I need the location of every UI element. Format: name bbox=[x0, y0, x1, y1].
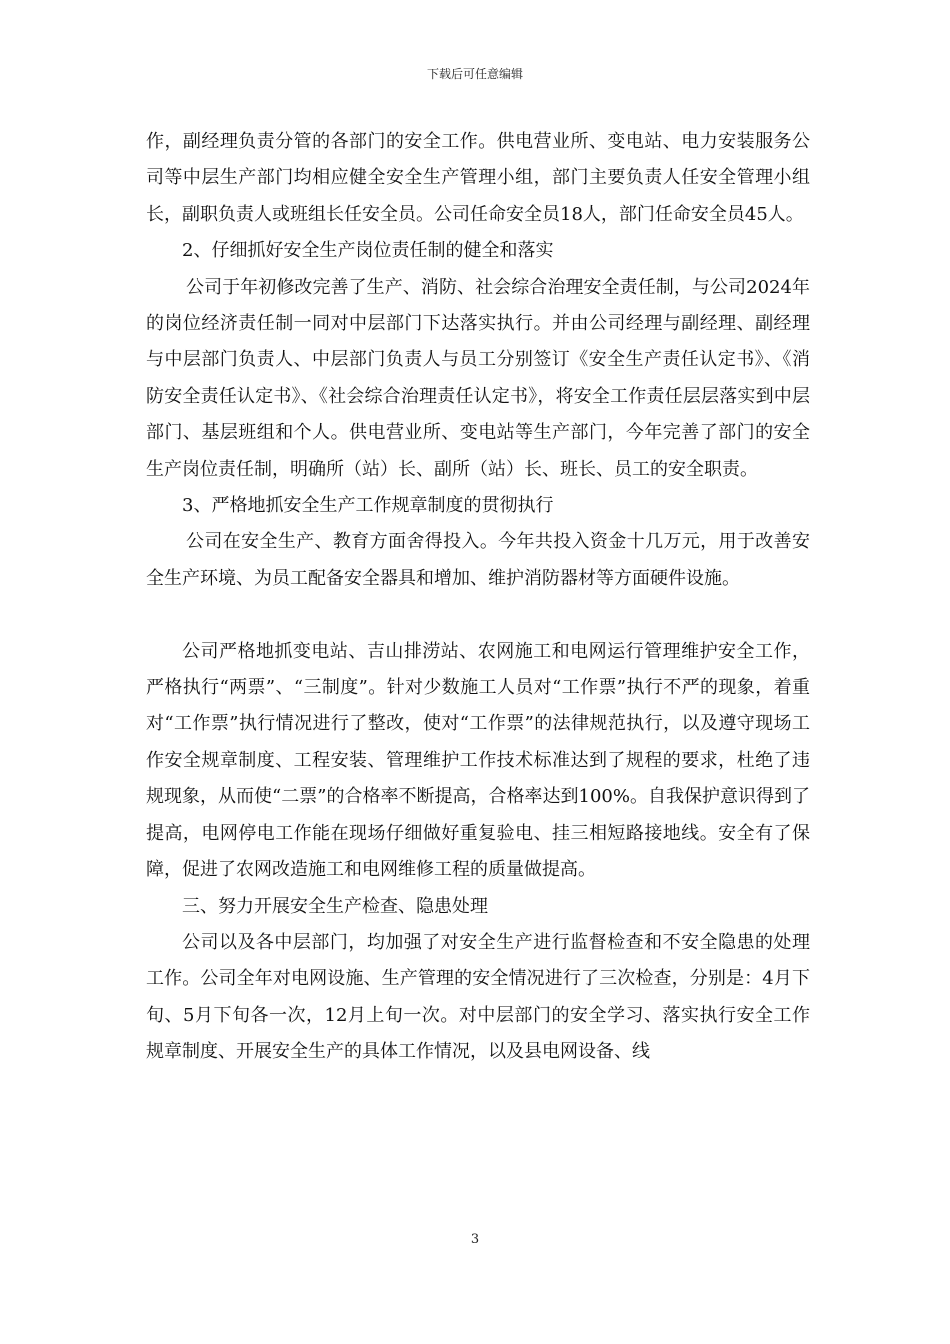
section-heading-inspection: 三、努力开展安全生产检查、隐患处理 bbox=[182, 895, 488, 917]
section-heading-3: 3、严格地抓安全生产工作规章制度的贯彻执行 bbox=[182, 495, 554, 517]
paragraph-inspection: 公司以及各中层部门，均加强了对安全生产进行监督检查和不安全隐患的处理工作。公司全年对电网设施、生产管理的安全情况进行了三次检查，分别是：4月下旬、5月下旬各一次，12月上旬一次。对中层部门的安全学习、落实执行安全工作规章制度、开展安全生产的具体工作情况，以及县电网设备、线 bbox=[146, 931, 810, 1063]
blank-line bbox=[146, 597, 810, 633]
document-body bbox=[146, 124, 810, 1071]
paragraph-responsibility: 公司于年初修改完善了生产、消防、社会综合治理安全责任制，与公司2024年的岗位经济责任制一同对中层部门下达落实执行。并由公司经理与副经理、副经理与中层部门负责人、中层部门负责人与员工分别签订《安全生产责任认定书》、《消防安全责任认定书》、《社会综合治理责任认定书》，将安全工作责任层层落实到中层部门、基层班组和个人。供电营业所、变电站等生产部门，今年完善了部门的安全生产岗位责任制，明确所（站）长、副所（站）长、班长、员工的安全职责。 bbox=[146, 276, 810, 480]
header-note: 下载后可任意编辑 bbox=[426, 67, 523, 81]
section-heading-2: 2、仔细抓好安全生产岗位责任制的健全和落实 bbox=[182, 240, 554, 262]
paragraph-work-tickets: 公司严格地抓变电站、吉山排涝站、农网施工和电网运行管理维护安全工作，严格执行“两票”、“三制度”。针对少数施工人员对“工作票”执行不严的现象，着重对“工作票”执行情况进行了整改，使对“工作票”的法律规范执行，以及遵守现场工作安全规章制度、工程安装、管理维护工作技术标准达到了规程的要求，杜绝了违规现象，从而使“二票”的合格率不断提高，合格率达到100%。自我保护意识得到了提高，电网停电工作能在现场仔细做好重复验电、挂三相短路接地线。安全有了保障，促进了农网改造施工和电网维修工程的质量做提高。 bbox=[146, 640, 810, 881]
paragraph-investment: 公司在安全生产、教育方面舍得投入。今年共投入资金十几万元，用于改善安全生产环境、为员工配备安全器具和增加、维护消防器材等方面硬件设施。 bbox=[146, 531, 810, 589]
page-number: 3 bbox=[470, 1232, 480, 1247]
paragraph-continuation: 作，副经理负责分管的各部门的安全工作。供电营业所、变电站、电力安装服务公司等中层生产部门均相应健全安全生产管理小组，部门主要负责人任安全管理小组长，副职负责人或班组长任安全员。公司任命安全员18人，部门任命安全员45人。 bbox=[146, 131, 810, 225]
